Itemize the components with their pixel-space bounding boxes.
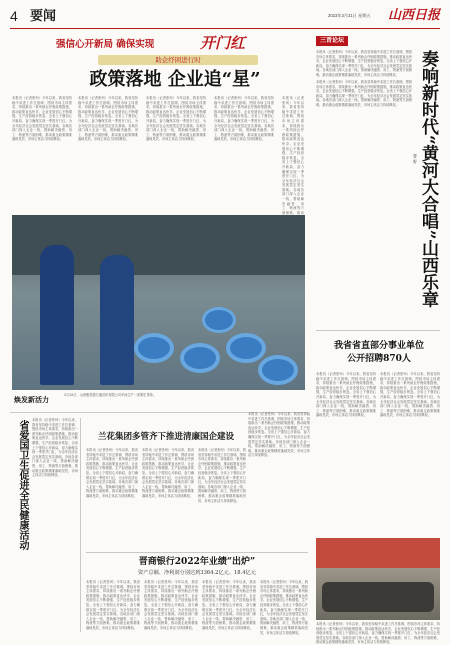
lead-headline: 政策落地 企业追“星” [89, 69, 261, 90]
lead-body-3: 本报讯（记者张珂）今年以来，我省坚持稳中求进工作总基调，围绕市场主体需求，持续推出一系列助企纾困政策措施，推动政策直达快享，企业发展信心不断增强，生产经营稳步恢复。全省上下强信心开新局，奋力确保实现一季度开门红，为全年经济社会发展奠定坚实基础。各地各部门深入企业一线，帮助解决融资、用工、物流等方面困难，推动惠企政策精准落地见效，市场主体活力持续释放。 [146, 96, 206, 142]
jinshang-subheadline: 资产总额、净利润分别达到3364.2亿元、18.4亿元 [138, 570, 256, 576]
jinshang-body-4: 本报讯（记者张珂）今年以来，我省坚持稳中求进工作总基调，围绕市场主体需求，持续推出一系列助企纾困政策措施，推动政策直达快享，企业发展信心不断增强，生产经营稳步恢复。全省上下强信心开新局，奋力确保实现一季度开门红，为全年经济社会发展奠定坚实基础。各地各部门深入企业一线，帮助解决融资、用工、物流等方面困难，推动惠企政策精准落地见效，市场主体活力持续释放。 [260, 580, 308, 635]
recruit-body-2: 本报讯（记者张珂）今年以来，我省坚持稳中求进工作总基调，围绕市场主体需求，持续推出一系列助企纾困政策措施，推动政策直达快享，企业发展信心不断增强，生产经营稳步恢复。全省上下强信心开新局，奋力确保实现一季度开门红，为全年经济社会发展奠定坚实基础。各地各部门深入企业一线，帮助解决融资、用工、物流等方面困难，推动惠企政策精准落地见效，市场主体活力持续释放。 [380, 372, 440, 418]
lanhua-body-2: 本报讯（记者张珂）今年以来，我省坚持稳中求进工作总基调，围绕市场主体需求，持续推出一系列助企纾困政策措施，推动政策直达快享，企业发展信心不断增强，生产经营稳步恢复。全省上下强信心开新局，奋力确保实现一季度开门红，为全年经济社会发展奠定坚实基础。各地各部门深入企业一线，帮助解决融资、用工、物流等方面困难，推动惠企政策精准落地见效，市场主体活力持续释放。 [142, 448, 194, 498]
section-title: 要闻 [30, 9, 57, 24]
page-header [10, 8, 440, 26]
coil-roll-4 [258, 355, 298, 385]
commentary-author: 曹 野 [413, 154, 418, 164]
coil-roll-5 [202, 307, 236, 333]
lead-banner [46, 36, 296, 52]
photo-caption-title: 焕发新活力 [14, 395, 49, 404]
slogan-brush: 开门红 [200, 34, 246, 52]
commentary-bottom-rule [316, 330, 440, 331]
commentary-section [316, 36, 440, 326]
recruit-body-1: 本报讯（记者张珂）今年以来，我省坚持稳中求进工作总基调，围绕市场主体需求，持续推出一系列助企纾困政策措施，推动政策直达快享，企业发展信心不断增强，生产经营稳步恢复。全省上下强信心开新局，奋力确保实现一季度开门红，为全年经济社会发展奠定坚实基础。各地各部门深入企业一线，帮助解决融资、用工、物流等方面困难，推动惠企政策精准落地见效，市场主体活力持续释放。 [316, 372, 376, 418]
worker-left-shape [40, 245, 74, 385]
coil-roll-2 [180, 343, 220, 373]
commentary-label-box [316, 36, 348, 46]
left-divider [80, 418, 81, 632]
recruit-headline-line2: 公开招聘870人 [347, 354, 411, 364]
subtitle: 助企纾困进行时 [155, 56, 201, 64]
lanhua-bottom-rule [86, 552, 308, 553]
lead-body-1: 本报讯（记者张珂）今年以来，我省坚持稳中求进工作总基调，围绕市场主体需求，持续推出一系列助企纾困政策措施，推动政策直达快享，企业发展信心不断增强，生产经营稳步恢复。全省上下强信心开新局，奋力确保实现一季度开门红，为全年经济社会发展奠定坚实基础。各地各部门深入企业一线，帮助解决融资、用工、物流等方面困难，推动惠企政策精准落地见效，市场主体活力持续释放。 [12, 96, 72, 142]
page-number: 4 [10, 8, 18, 24]
commentary-body-1: 本报讯（记者张珂）今年以来，我省坚持稳中求进工作总基调，围绕市场主体需求，持续推出一系列助企纾困政策措施，推动政策直达快享，企业发展信心不断增强，生产经营稳步恢复。全省上下强信心开新局，奋力确保实现一季度开门红，为全年经济社会发展奠定坚实基础。各地各部门深入企业一线，帮助解决融资、用工、物流等方面困难，推动惠企政策精准落地见效，市场主体活力持续释放。 [316, 50, 412, 77]
bottom-photo-caption: 本报讯（记者张珂）今年以来，我省坚持稳中求进工作总基调，围绕市场主体需求，持续推出一系列助企纾困政策措施，推动政策直达快享，企业发展信心不断增强，生产经营稳步恢复。全省上下强信心开新局，奋力确保实现一季度开门红，为全年经济社会发展奠定坚实基础。各地各部门深入企业一线，帮助解决融资、用工、物流等方面困难，推动惠企政策精准落地见效，市场主体活力持续释放。 [316, 622, 440, 645]
lead-body-2: 本报讯（记者张珂）今年以来，我省坚持稳中求进工作总基调，围绕市场主体需求，持续推出一系列助企纾困政策措施，推动政策直达快享，企业发展信心不断增强，生产经营稳步恢复。全省上下强信心开新局，奋力确保实现一季度开门红，为全年经济社会发展奠定坚实基础。各地各部门深入企业一线，帮助解决融资、用工、物流等方面困难，推动惠企政策精准落地见效，市场主体活力持续释放。 [78, 96, 138, 142]
coil-roll-1 [134, 333, 174, 363]
commentary-headline: 奏响新时代“黄河大合唱”山西乐章 [418, 50, 438, 308]
jinshang-body-3: 本报讯（记者张珂）今年以来，我省坚持稳中求进工作总基调，围绕市场主体需求，持续推出一系列助企纾困政策措施，推动政策直达快享，企业发展信心不断增强，生产经营稳步恢复。全省上下强信心开新局，奋力确保实现一季度开门红，为全年经济社会发展奠定坚实基础。各地各部门深入企业一线，帮助解决融资、用工、物流等方面困难，推动惠企政策精准落地见效，市场主体活力持续释放。 [202, 580, 256, 630]
worker-right-shape [100, 255, 134, 385]
left-body: 本报讯（记者张珂）今年以来，我省坚持稳中求进工作总基调，围绕市场主体需求，持续推出一系列助企纾困政策措施，推动政策直达快享，企业发展信心不断增强，生产经营稳步恢复。全省上下强信心开新局，奋力确保实现一季度开门红，为全年经济社会发展奠定坚实基础。各地各部门深入企业一线，帮助解决融资、用工、物流等方面困难，推动惠企政策精准落地见效，市场主体活力持续释放。 [32, 418, 78, 478]
bottom-right-photo [316, 538, 440, 620]
slogan-left: 强信心开新局 确保实现 [56, 39, 155, 50]
commentary-body-2: 本报讯（记者张珂）今年以来，我省坚持稳中求进工作总基调，围绕市场主体需求，持续推出一系列助企纾困政策措施，推动政策直达快享，企业发展信心不断增强，生产经营稳步恢复。全省上下强信心开新局，奋力确保实现一季度开门红，为全年经济社会发展奠定坚实基础。各地各部门深入企业一线，帮助解决融资、用工、物流等方面困难，推动惠企政策精准落地见效，市场主体活力持续释放。 [316, 80, 412, 107]
lead-photo [12, 215, 305, 390]
photo-caption: 3月28日，山西雅美德万通纺织有限公司车间生产一派繁忙景象。 [64, 393, 157, 397]
lanhua-headline: 兰花集团多管齐下推进清廉国企建设 [97, 432, 234, 442]
header-rule [10, 28, 440, 29]
jinshang-body-1: 本报讯（记者张珂）今年以来，我省坚持稳中求进工作总基调，围绕市场主体需求，持续推出一系列助企纾困政策措施，推动政策直达快享，企业发展信心不断增强，生产经营稳步恢复。全省上下强信心开新局，奋力确保实现一季度开门红，为全年经济社会发展奠定坚实基础。各地各部门深入企业一线，帮助解决融资、用工、物流等方面困难，推动惠企政策精准落地见效，市场主体活力持续释放。 [86, 580, 140, 630]
commentary-label: 三晋论坛 [319, 37, 344, 44]
lead-body-4: 本报讯（记者张珂）今年以来，我省坚持稳中求进工作总基调，围绕市场主体需求，持续推出一系列助企纾困政策措施，推动政策直达快享，企业发展信心不断增强，生产经营稳步恢复。全省上下强信心开新局，奋力确保实现一季度开门红，为全年经济社会发展奠定坚实基础。各地各部门深入企业一线，帮助解决融资、用工、物流等方面困难，推动惠企政策精准落地见效，市场主体活力持续释放。 [214, 96, 274, 142]
coil-roll-3 [226, 333, 266, 363]
recruit-headline-line1: 我省省直部分事业单位 [333, 341, 424, 351]
lanhua-body-3: 本报讯（记者张珂）今年以来，我省坚持稳中求进工作总基调，围绕市场主体需求，持续推出一系列助企纾困政策措施，推动政策直达快享，企业发展信心不断增强，生产经营稳步恢复。全省上下强信心开新局，奋力确保实现一季度开门红，为全年经济社会发展奠定坚实基础。各地各部门深入企业一线，帮助解决融资、用工、物流等方面困难，推动惠企政策精准落地见效，市场主体活力持续释放。 [198, 448, 246, 503]
lanhua-body-1: 本报讯（记者张珂）今年以来，我省坚持稳中求进工作总基调，围绕市场主体需求，持续推出一系列助企纾困政策措施，推动政策直达快享，企业发展信心不断增强，生产经营稳步恢复。全省上下强信心开新局，奋力确保实现一季度开门红，为全年经济社会发展奠定坚实基础。各地各部门深入企业一线，帮助解决融资、用工、物流等方面困难，推动惠企政策精准落地见效，市场主体活力持续释放。 [86, 448, 138, 498]
lead-body-5: 本报讯（记者张珂）今年以来，我省坚持稳中求进工作总基调，围绕市场主体需求，持续推出一系列助企纾困政策措施，推动政策直达快享，企业发展信心不断增强，生产经营稳步恢复。全省上下强信心开新局，奋力确保实现一季度开门红，为全年经济社会发展奠定坚实基础。各地各部门深入企业一线，帮助解决融资、用工、物流等方面困难，推动 [282, 96, 304, 215]
masthead: 山西日报 [388, 8, 441, 23]
left-headline: 省爱国卫生促进全民健康活动 [17, 420, 28, 550]
jinshang-body-2: 本报讯（记者张珂）今年以来，我省坚持稳中求进工作总基调，围绕市场主体需求，持续推出一系列助企纾困政策措施，推动政策直达快享，企业发展信心不断增强，生产经营稳步恢复。全省上下强信心开新局，奋力确保实现一季度开门红，为全年经济社会发展奠定坚实基础。各地各部门深入企业一线，帮助解决融资、用工、物流等方面困难，推动惠企政策精准落地见效，市场主体活力持续释放。 [144, 580, 198, 630]
jinshang-headline: 晋商银行2022年业绩“出炉” [138, 557, 256, 567]
subtitle-bar [98, 55, 258, 65]
issue-date: 2023年3月31日 星期五 [328, 13, 371, 18]
crowd-shape [322, 582, 434, 612]
stage-backdrop-shape [316, 538, 440, 568]
recruit-body-3: 本报讯（记者张珂）今年以来，我省坚持稳中求进工作总基调，围绕市场主体需求，持续推出一系列助企纾困政策措施，推动政策直达快享，企业发展信心不断增强，生产经营稳步恢复。全省上下强信心开新局，奋力确保实现一季度开门红，为全年经济社会发展奠定坚实基础。各地各部门深入企业一线，帮助解决融资、用工、物流等方面困难，推动惠企政策精准落地见效，市场主体活力持续释放。 [248, 412, 310, 458]
